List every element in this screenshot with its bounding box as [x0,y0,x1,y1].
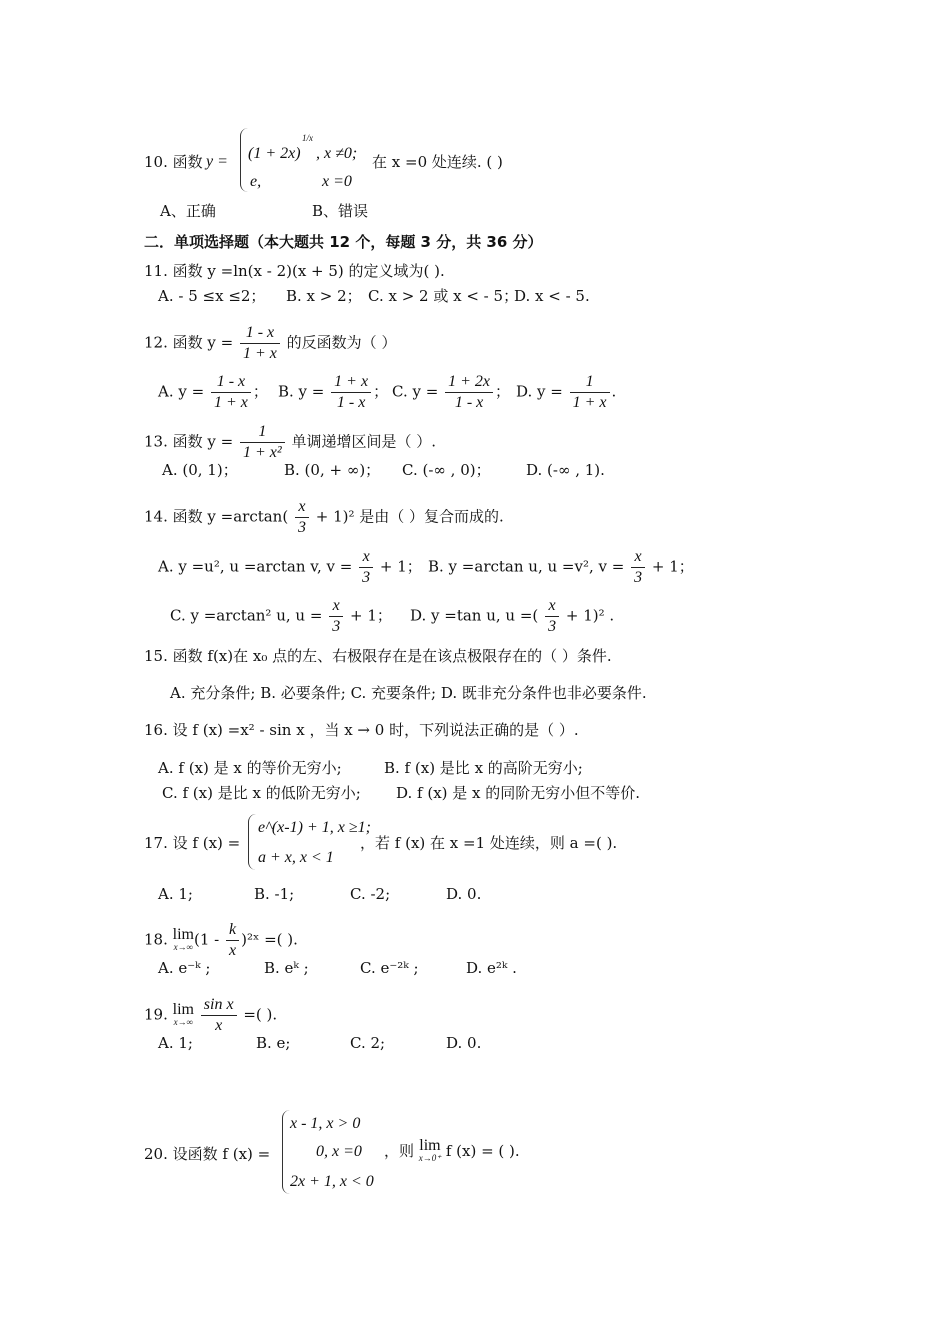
q14-a-pre: A. y =u², u =arctan v, v = [158,557,353,576]
q18-stem [144,920,298,961]
q12-c-label: C. y = [392,382,439,401]
q12-a-bot: 1 + x [213,394,248,411]
q16-option-d[interactable]: D. f (x) 是 x 的同阶无穷小但不等价. [396,784,641,802]
q10-number: 10. 函数 [144,153,203,171]
q20-lim-sub: x→0⁺ [418,1153,442,1163]
q10-case2: e, [250,173,262,190]
q12-a-top: 1 - x [211,372,251,393]
q14-a-post: + 1； [379,557,422,576]
q19-limit [172,1000,194,1028]
q19-lim-text: lim [172,1000,194,1018]
q13-option-a[interactable]: A. (0, 1)； [162,461,238,479]
q15-stem: 15. 函数 f(x)在 x₀ 点的左、右极限存在是在该点极限存在的（ ）条件. [144,647,612,665]
q12-d-label: D. y = [516,382,563,401]
q12-b-fraction [331,372,371,413]
q14-c-top: x [329,596,343,617]
q10-case1-exp: 1/x [302,133,313,143]
q18-lim-text: lim [172,925,194,943]
q19-bot: x [215,1017,223,1034]
q14-d-pre: D. y =tan u, u =( [410,606,539,625]
q20-limit [418,1137,442,1164]
q18-lim-sub: x→∞ [173,941,194,952]
q12-tail: 的反函数为（ ） [286,333,397,352]
q12-b-bot: 1 - x [336,394,366,411]
q18-fraction [226,920,239,961]
q20-number: 20. 设函数 f (x) = [144,1145,271,1163]
q18-number: 18. [144,930,168,949]
q14-b-fraction [631,547,645,588]
q12-number: 12. 函数 y = [144,333,234,352]
q19-number: 19. [144,1005,168,1024]
q14-fraction [295,497,309,538]
q18-top: k [226,920,239,941]
q12-denominator: 1 + x [242,345,277,362]
q18-option-a[interactable]: A. e⁻ᵏ ; [158,959,211,977]
q17-option-a[interactable]: A. 1; [158,885,193,903]
q12-option-c[interactable]: C. y = $\frac{1 + 2x}{1 - x}$ ； [392,373,510,411]
q17-tail: ，若 f (x) 在 x =1 处连续，则 a =( ). [360,834,618,852]
q10-case1: (1 + 2x) [248,145,301,162]
q19-fraction [201,995,237,1036]
q10-option-b[interactable]: B、错误 [312,202,369,220]
section-2-title: 二．单项选择题（本大题共 12 个，每题 3 分，共 36 分） [144,233,543,251]
q20-case2: 0, x =0 [316,1143,362,1160]
q14-d-bot: 3 [548,618,557,635]
q20-case3: 2x + 1, x < 0 [290,1173,374,1190]
q12-d-bot: 1 + x [572,394,607,411]
q13-option-d[interactable]: D. (-∞ , 1). [526,461,605,479]
q19-option-a[interactable]: A. 1; [158,1034,193,1052]
q19-stem [144,995,277,1036]
q12-stem [144,323,396,364]
q13-number: 13. 函数 y = [144,432,234,451]
q14-option-c[interactable] [170,596,392,637]
q13-bot: 1 + x² [242,444,282,461]
q20-tail [384,1137,520,1164]
q12-option-a[interactable]: A. y = $\frac{1 - x}{1 + x}$ ； [158,373,268,411]
q19-option-c[interactable]: C. 2; [350,1034,386,1052]
q18-option-b[interactable]: B. eᵏ ; [264,959,309,977]
q17-number: 17. 设 f (x) = [144,834,241,852]
q11-option-c[interactable]: C. x > 2 或 x < - 5； [368,287,519,305]
q16-option-c[interactable]: C. f (x) 是比 x 的低阶无穷小; [162,784,361,802]
q13-stem [144,422,436,463]
q18-option-d[interactable]: D. e²ᵏ . [466,959,517,977]
q19-post: =( ). [243,1005,278,1024]
q14-b-top: x [631,547,645,568]
q16-option-a[interactable]: A. f (x) 是 x 的等价无穷小; [158,759,342,777]
q12-option-d[interactable]: D. y = $\frac{1}{1 + x}$ . [516,373,617,411]
q14-stem [144,497,504,538]
q13-option-b[interactable]: B. (0, + ∞)； [284,461,381,479]
q20-post: f (x) = ( ). [445,1142,520,1160]
q14-b-pre: B. y =arctan u, u =v², v = [428,557,625,576]
q10-y-equals: y = [206,153,228,170]
q11-option-d[interactable]: D. x < - 5. [514,287,590,305]
q14-bot: 3 [297,519,306,536]
q12-fraction [240,323,280,364]
q12-d-fraction [570,372,610,413]
q20-case1: x - 1, x > 0 [290,1115,361,1132]
q12-a-fraction [211,372,251,413]
q10-tail: 在 x =0 处连续. ( ) [372,153,503,171]
q10-option-a[interactable]: A、正确 [160,202,216,220]
q12-b-label: B. y = [278,382,325,401]
q19-lim-sub: x→∞ [173,1016,194,1027]
q14-b-post: + 1； [651,557,694,576]
q13-option-c[interactable]: C. (-∞ , 0)； [402,461,491,479]
q13-top: 1 [240,422,285,443]
q17-case1: e^(x-1) + 1, x ≥1; [258,819,371,836]
q14-c-pre: C. y =arctan² u, u = [170,606,323,625]
q13-fraction [240,422,285,463]
q18-post: )²ˣ =( ). [241,930,298,949]
q12-c-top: 1 + 2x [445,372,493,393]
q16-stem: 16. 设 f (x) =x² - sin x ，当 x → 0 时，下列说法正确的是（ ）. [144,721,579,739]
q17-option-d[interactable]: D. 0. [446,885,482,903]
q19-option-d[interactable]: D. 0. [446,1034,482,1052]
q14-c-post: + 1； [349,606,392,625]
q14-option-a[interactable] [158,547,422,588]
q17-option-b[interactable]: B. -1; [254,885,295,903]
q18-pre: (1 - [193,930,220,949]
q17-case2: a + x, x < 1 [258,849,334,866]
q14-tail: + 1)² 是由（ ）复合而成的. [315,507,504,526]
q14-a-top: x [359,547,373,568]
q20-lim-text: lim [419,1137,441,1154]
q18-option-c[interactable]: C. e⁻²ᵏ ; [360,959,419,977]
q14-number: 14. 函数 y =arctan( [144,507,289,526]
q14-top: x [295,497,309,518]
q17-brace [248,814,257,870]
q20-mid: ，则 [384,1142,415,1160]
q18-bot: x [229,942,237,959]
q14-d-fraction [545,596,559,637]
q18-limit [172,925,194,953]
q11-stem: 11. 函数 y =ln(x - 2)(x + 5) 的定义域为( ). [144,262,445,280]
q15-options[interactable]: A. 充分条件; B. 必要条件; C. 充要条件; D. 既非充分条件也非必要条件. [170,684,647,702]
q12-numerator: 1 - x [240,323,280,344]
q10-case1-cond: , x ≠0; [316,145,358,162]
q19-top: sin x [201,995,237,1016]
q14-a-bot: 3 [362,569,371,586]
q12-d-top: 1 [570,372,610,393]
q14-c-fraction [329,596,343,637]
q14-d-post: + 1)² . [565,606,615,625]
q10-case2-cond: x =0 [322,173,352,190]
q14-option-d[interactable] [410,596,614,637]
q14-d-top: x [545,596,559,617]
q12-b-top: 1 + x [331,372,371,393]
q11-option-b[interactable]: B. x > 2； [286,287,362,305]
q14-b-bot: 3 [634,569,643,586]
q12-a-label: A. y = [158,382,205,401]
q12-c-fraction [445,372,493,413]
q12-c-bot: 1 - x [454,394,484,411]
q16-option-b[interactable]: B. f (x) 是比 x 的高阶无穷小; [384,759,583,777]
q12-option-b[interactable]: B. y = $\frac{1 + x}{1 - x}$ ； [278,373,389,411]
q13-tail: 单调递增区间是（ ）. [291,432,437,451]
q11-option-a[interactable]: A. - 5 ≤x ≤2； [158,287,266,305]
q17-option-c[interactable]: C. -2; [350,885,391,903]
q14-c-bot: 3 [332,618,341,635]
q19-option-b[interactable]: B. e; [256,1034,291,1052]
q14-option-b[interactable] [428,547,694,588]
q14-a-fraction [359,547,373,588]
